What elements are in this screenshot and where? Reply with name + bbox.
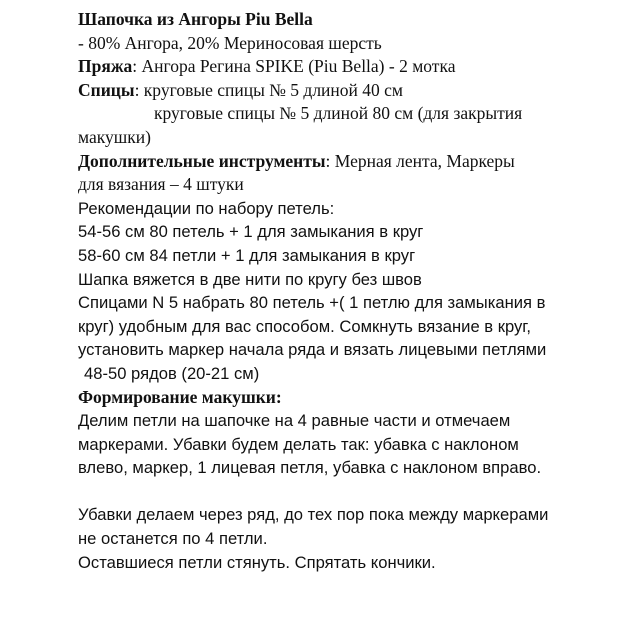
body-line: 54-56 см 80 петель + 1 для замыкания в круг (78, 222, 424, 242)
yarn-line (78, 55, 633, 79)
paragraph-spacer (78, 480, 633, 504)
final-line: не останется по 4 петли. (78, 529, 268, 549)
tools-line-2: для вязания – 4 штуки (78, 174, 244, 195)
yarn-text: : Ангора Регина SPIKE (Piu Bella) - 2 мотка (132, 56, 456, 77)
crown-line: маркерами. Убавки будем делать так: убавка с наклоном (78, 434, 519, 454)
needles-line-3: макушки) (78, 126, 151, 147)
needles-line-2: круговые спицы № 5 длиной 80 см (для закрытия (154, 103, 523, 124)
body-line: 48-50 рядов (20-21 см) (84, 363, 260, 383)
crown-heading: Формирование макушки: (78, 386, 282, 407)
yarn-composition: - 80% Ангора, 20% Мериносовая шерсть (78, 32, 382, 53)
tools-text-1: : Мерная лента, Маркеры (325, 150, 515, 171)
needles-text-1: : круговые спицы № 5 длиной 40 см (134, 79, 403, 100)
final-line: Убавки делаем через ряд, до тех пор пока между маркерами (78, 505, 549, 525)
tools-line-1 (78, 150, 633, 174)
needles-line-1 (78, 79, 633, 103)
final-line: Оставшиеся петли стянуть. Спрятать кончики. (78, 552, 436, 572)
crown-line: Делим петли на шапочке на 4 равные части и отмечаем (78, 411, 511, 431)
yarn-label: Пряжа (78, 56, 133, 77)
body-line: 58-60 см 84 петли + 1 для замыкания в круг (78, 245, 416, 265)
body-line: Рекомендации по набору петель: (78, 198, 335, 218)
needles-label: Спицы (78, 79, 135, 100)
body-line: круг) удобным для вас способом. Сомкнуть вязание в круг, (78, 316, 531, 336)
body-line: Спицами N 5 набрать 80 петель +( 1 петлю для замыкания в (78, 293, 546, 313)
body-line: установить маркер начала ряда и вязать лицевыми петлями (78, 340, 547, 360)
crown-line: влево, маркер, 1 лицевая петля, убавка с наклоном вправо. (78, 458, 542, 478)
body-line: Шапка вяжется в две нити по кругу без швов (78, 269, 422, 289)
pattern-title: Шапочка из Ангоры Piu Bella (78, 9, 313, 29)
tools-label: Дополнительные инструменты (78, 150, 326, 171)
knitting-pattern-document (78, 8, 633, 574)
